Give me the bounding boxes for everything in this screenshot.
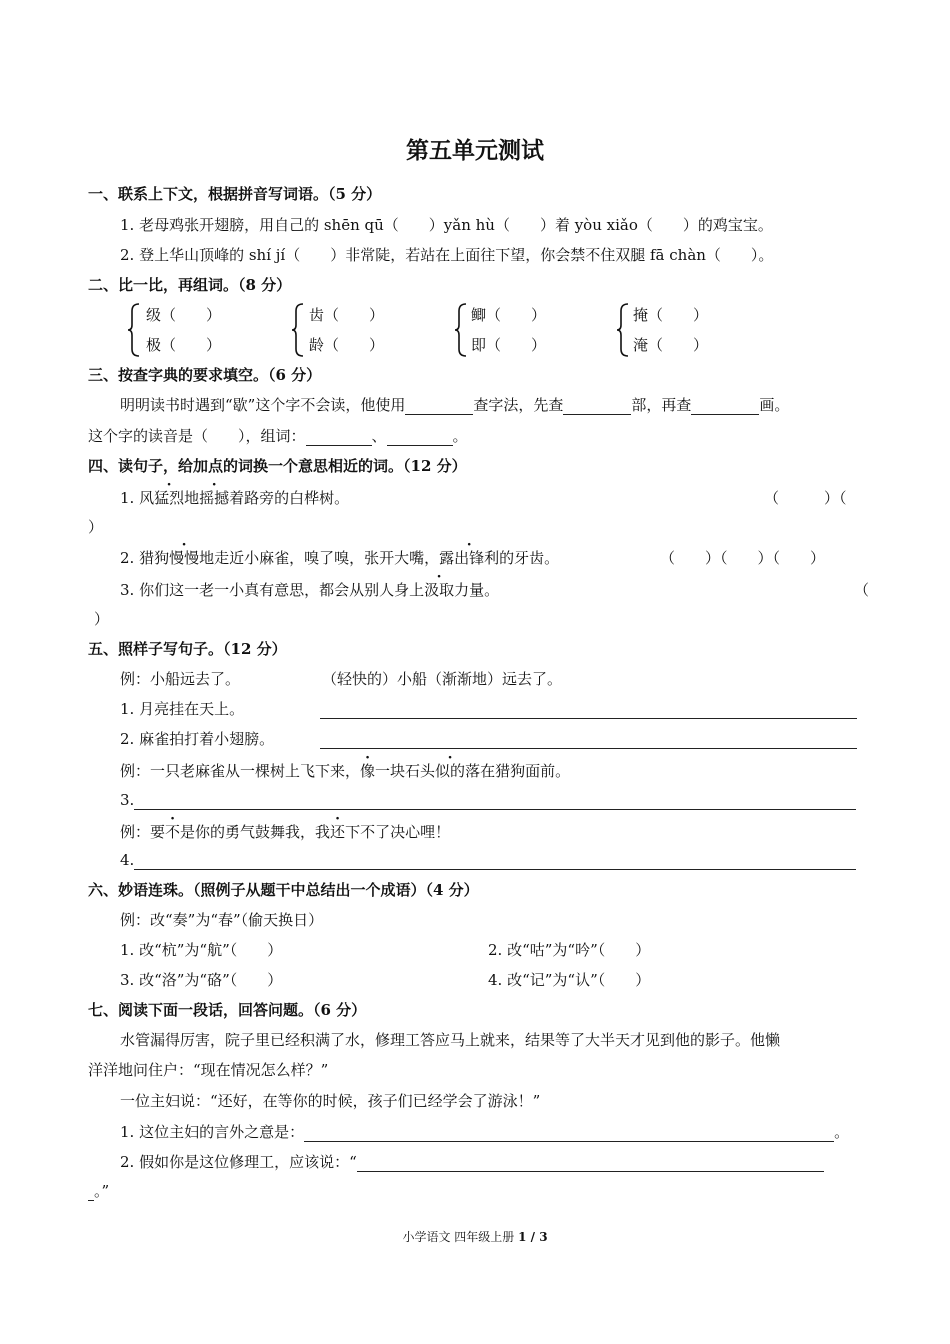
s4-question-3: 3. 你们这一老一小真有意思，都会从别人身上汲取力量。 xyxy=(120,581,500,599)
s5-example-1: 例：小船远去了。 xyxy=(120,670,241,688)
section-7-heading: 七、阅读下面一段话，回答问题。（6 分） xyxy=(88,1001,367,1019)
brace-icon xyxy=(455,303,467,357)
s2-pair-1-b: 极（ ） xyxy=(146,336,222,354)
s6-question-2: 2. 改“咕”为“吟”（ ） xyxy=(488,941,651,959)
s5-question-2: 2. 麻雀拍打着小翅膀。 xyxy=(120,730,275,748)
s6-question-3: 3. 改“洛”为“硌”（ ） xyxy=(120,971,283,989)
s2-pair-3-a: 鲫（ ） xyxy=(471,306,547,324)
s7-passage-line-2: 洋洋地问住户：“现在情况怎么样？” xyxy=(88,1061,329,1079)
s3-paragraph-line-2: 这个字的读音是（ ），组词： 、 。 xyxy=(88,427,468,445)
s7-question-2: 2. 假如你是这位修理工，应该说：“ xyxy=(120,1152,824,1172)
s5-question-1: 1. 月亮挂在天上。 xyxy=(120,700,245,718)
section-4-heading: 四、读句子，给加点的词换一个意思相近的词。（12 分） xyxy=(88,457,467,475)
s7-passage-line-3: 一位主妇说：“还好，在等你的时候，孩子们已经学会了游泳！” xyxy=(120,1092,541,1110)
s5-example-2: 例：一只老麻雀从一棵树上飞下来，像一块石头似的落在猎狗面前。 xyxy=(120,762,571,780)
s2-pair-2-b: 龄（ ） xyxy=(309,336,385,354)
s7-passage-line-1: 水管漏得厉害，院子里已经积满了水，修理工答应马上就来，结果等了大半天才见到他的影子。他懒 xyxy=(120,1031,781,1049)
s5-answer-line-2[interactable] xyxy=(320,729,857,749)
page-title: 第五单元测试 xyxy=(406,137,544,164)
s5-example-3: 例：要不是你的勇气鼓舞我，我还下不了决心哩！ xyxy=(120,823,451,841)
s4-q3-answer-wrap: ） xyxy=(94,610,110,628)
s2-pair-4-a: 掩（ ） xyxy=(633,306,709,324)
brace-icon xyxy=(128,303,140,357)
section-3-heading: 三、按查字典的要求填空。（6 分） xyxy=(88,366,322,384)
s4-question-1: 1. 风猛烈地摇撼着路旁的白桦树。 xyxy=(120,489,350,507)
s2-pair-3-b: 即（ ） xyxy=(471,336,547,354)
s7-question-1: 1. 这位主妇的言外之意是： 。 xyxy=(120,1123,850,1141)
s2-pair-4-b: 淹（ ） xyxy=(633,336,709,354)
s2-pair-2-a: 齿（ ） xyxy=(309,306,385,324)
s4-question-2: 2. 猎狗慢慢地走近小麻雀，嗅了嗅，张开大嘴，露出锋利的牙齿。 xyxy=(120,549,560,567)
s6-question-4: 4. 改“记”为“认”（ ） xyxy=(488,971,651,989)
s5-question-4: 4. xyxy=(120,850,856,870)
s5-answer-line-1[interactable] xyxy=(320,699,857,719)
brace-icon xyxy=(617,303,629,357)
footer-label: 小学语文 四年级上册 xyxy=(402,1230,515,1244)
section-2-heading: 二、比一比，再组词。（8 分） xyxy=(88,276,292,294)
s6-question-1: 1. 改“杭”为“航”（ ） xyxy=(120,941,283,959)
section-6-heading: 六、妙语连珠。（照例子从题干中总结出一个成语）（4 分） xyxy=(88,881,479,899)
s6-example: 例：改“奏”为“春”（偷天换日） xyxy=(120,911,324,929)
s5-example-1-answer: （轻快的）小船（渐渐地）远去了。 xyxy=(322,670,563,688)
s1-question-2: 2. 登上华山顶峰的 shí jí（ ）非常陡，若站在上面往下望，你会禁不住双腿 fā chàn（ ）。 xyxy=(120,246,774,264)
s1-question-1: 1. 老母鸡张开翅膀，用自己的 shēn qū（ ）yǎn hù（ ）着 yòu xiǎo（ ）的鸡宝宝。 xyxy=(120,216,773,234)
page-footer xyxy=(0,1228,950,1245)
s5-question-3: 3. xyxy=(120,790,856,810)
s4-q2-answer-blanks: （ ）（ ）（ ） xyxy=(660,549,826,567)
s3-paragraph-line-1: 明明读书时遇到“歇”这个字不会读，他使用 查字法，先查 部，再查 画。 xyxy=(120,396,790,414)
section-5-heading: 五、照样子写句子。（12 分） xyxy=(88,640,287,658)
s7-question-2-wrap: 。” xyxy=(88,1181,109,1201)
s4-q1-answer-wrap: ） xyxy=(88,518,104,536)
brace-icon xyxy=(292,303,304,357)
section-1-heading: 一、联系上下文，根据拼音写词语。（5 分） xyxy=(88,185,382,203)
s4-q1-answer-blanks: （ ）（ xyxy=(764,489,847,507)
s4-q3-answer-blank: （ xyxy=(854,581,870,599)
s2-pair-1-a: 级（ ） xyxy=(146,306,222,324)
page-number: 1 / 3 xyxy=(518,1230,548,1244)
